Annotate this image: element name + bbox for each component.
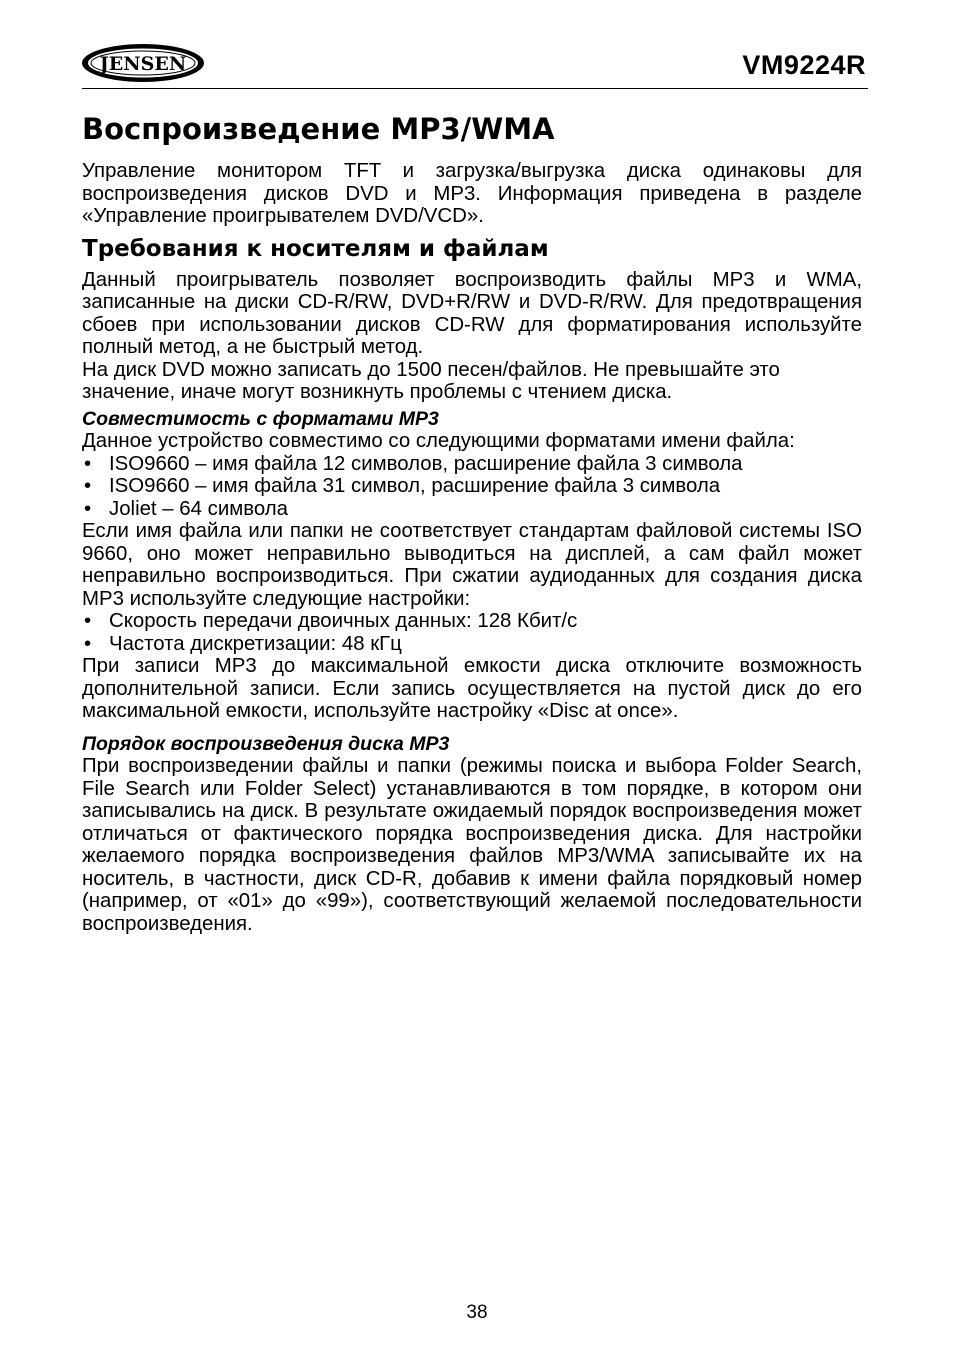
- logo-text: JENSEN: [99, 53, 187, 75]
- model-number: VM9224R: [742, 50, 866, 80]
- list-item: • ISO9660 – имя файла 12 символов, расширение файла 3 символа: [82, 453, 862, 476]
- section-heading-media: Требования к носителям и файлам: [82, 235, 549, 262]
- media-paragraph-1: Данный проигрыватель позволяет воспроизводить файлы MP3 и WMA, записанные на диски CD-R/RW, DVD+R/RW и DVD-R/RW. Для предотвращения сбоев при использовании дисков CD-RW для форматирования используйте полный метод, а не быстрый метод.: [82, 268, 862, 358]
- encoding-settings-list: [82, 610, 862, 655]
- list-item: • Joliet – 64 символа: [82, 498, 862, 521]
- page-number: 38: [466, 1302, 488, 1323]
- header-rule: [82, 88, 868, 89]
- list-item: • ISO9660 – имя файла 31 символ, расширение файла 3 символа: [82, 475, 862, 498]
- page-title: Воспроизведение MP3/WMA: [82, 112, 555, 146]
- intro-paragraph: Управление монитором TFT и загрузка/выгрузка диска одинаковы для воспроизведения дисков DVD и MP3. Информация приведена в разделе «Управление проигрывателем DVD/VCD».: [82, 160, 862, 227]
- compat-paragraph: Если имя файла или папки не соответствует стандартам файловой системы ISO 9660, оно может неправильно выводиться на дисплей, а сам файл может неправильно воспроизводиться. При сжатии аудиоданных для создания диска MP3 используйте следующие настройки:: [82, 520, 862, 610]
- order-paragraph: При воспроизведении файлы и папки (режимы поиска и выбора Folder Search, File Search или Folder Select) устанавливаются в том порядке, в котором они записывались на диск. В результате ожидаемый порядок воспроизведения может отличаться от фактического порядка воспроизведения диска. Для настройки желаемого порядка воспроизведения файлов MP3/WMA записывайте их на носитель, в частности, диск CD-R, добавив к имени файла порядковый номер (например, от «01» до «99»), соответствующий желаемой последовательности воспроизведения.: [82, 755, 862, 935]
- list-item: • Частота дискретизации: 48 кГц: [82, 633, 862, 656]
- media-paragraph-2: На диск DVD можно записать до 1500 песен/файлов. Не превышайте это значение, иначе могут возникнуть проблемы с чтением диска.: [82, 358, 780, 403]
- jensen-logo: [80, 42, 208, 84]
- compat-paragraph-2: При записи MP3 до максимальной емкости диска отключите возможность дополнительной записи. Если запись осуществляется на пустой диск до его максимальной емкости, используйте настройку «Disc at once».: [82, 655, 862, 722]
- list-item: • Скорость передачи двоичных данных: 128 Кбит/с: [82, 610, 862, 633]
- compat-lead: Данное устройство совместимо со следующими форматами имени файла:: [82, 430, 795, 452]
- subheading-order: Порядок воспроизведения диска MP3: [82, 732, 450, 755]
- main-content: [82, 110, 862, 935]
- subheading-compat: Совместимость с форматами MP3: [82, 407, 439, 430]
- filename-format-list: [82, 453, 862, 521]
